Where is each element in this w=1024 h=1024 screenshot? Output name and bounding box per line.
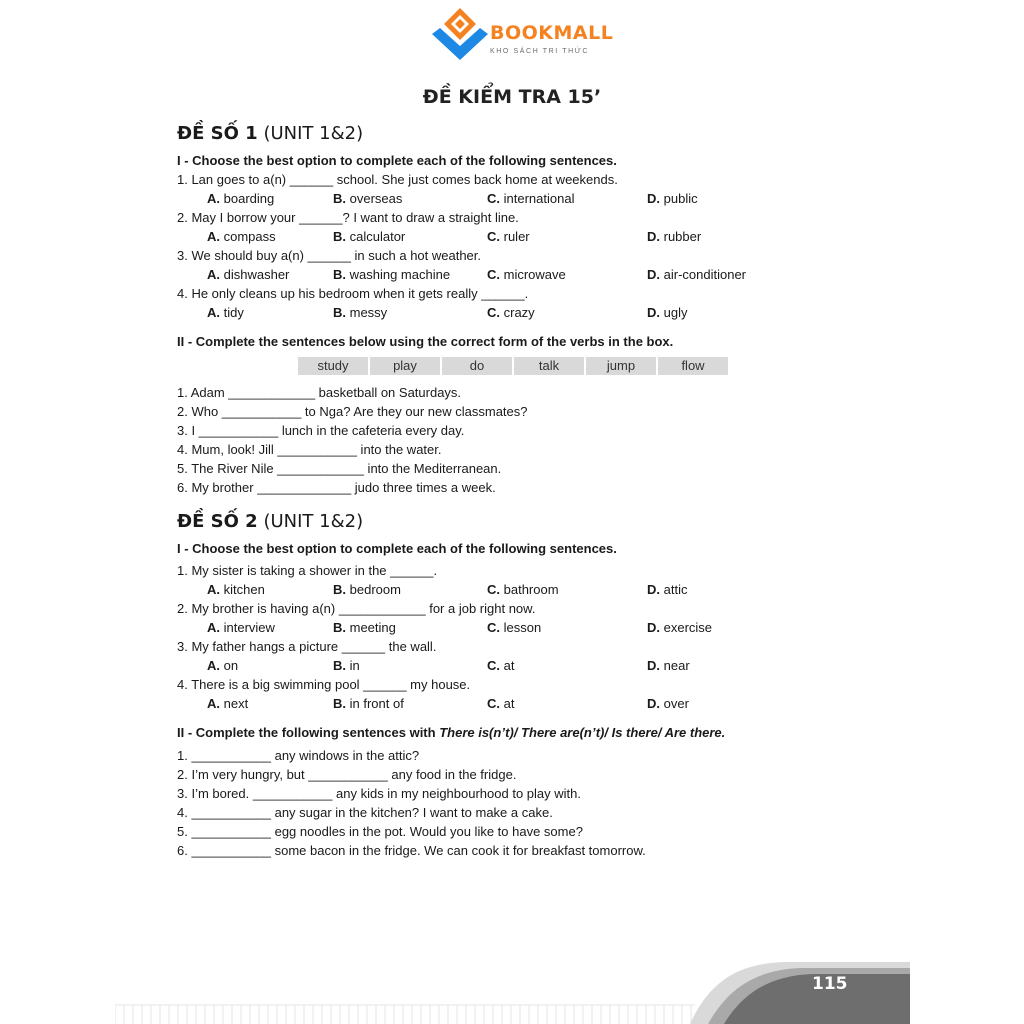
page-edge-ruler [115,1004,695,1024]
option-d[interactable]: D. attic [647,582,688,597]
question: 2. May I borrow your ______? I want to draw a straight line. [177,210,519,225]
test-2-title [177,511,817,533]
option-a[interactable]: A. tidy [207,305,244,320]
test-2-heading: ĐỀ SỐ 2 [177,511,258,532]
fill-in-sentence: 6. My brother _____________ judo three times a week. [177,480,496,495]
option-b[interactable]: B. calculator [333,229,406,244]
answer-options [177,265,817,284]
option-c[interactable]: C. at [487,696,515,711]
option-b[interactable]: B. meeting [333,620,396,635]
option-b[interactable]: B. messy [333,305,388,320]
verb-cell: study [298,357,368,375]
verb-cell: talk [514,357,584,375]
option-d[interactable]: D. near [647,658,690,673]
question: 4. There is a big swimming pool ______ my house. [177,677,471,692]
answer-options [177,694,817,713]
fill-in-sentence: 5. ___________ egg noodles in the pot. Would you like to have some? [177,824,583,839]
option-c[interactable]: C. at [487,658,515,673]
question: 2. My brother is having a(n) ____________ for a job right now. [177,601,536,616]
bookmall-logo-icon [430,4,490,68]
test-2-part2-instruction: II - Complete the following sentences with There is(n’t)/ There are(n’t)/ Is there/ Are there. [177,725,726,740]
option-a[interactable]: A. kitchen [207,582,265,597]
fill-in-sentence: 4. Mum, look! Jill ___________ into the water. [177,442,442,457]
option-a[interactable]: A. boarding [207,191,275,206]
option-b[interactable]: B. overseas [333,191,403,206]
page-title: ĐỀ KIỂM TRA 15’ [422,86,602,108]
question: 3. My father hangs a picture ______ the wall. [177,639,437,654]
test-2-unit: (UNIT 1&2) [263,511,364,532]
verb-cell: jump [586,357,656,375]
fill-in-sentence: 1. Adam ____________ basketball on Saturdays. [177,385,462,400]
answer-options [177,227,817,246]
option-a[interactable]: A. next [207,696,249,711]
test-1-part2-instruction: II - Complete the sentences below using the correct form of the verbs in the box. [177,334,674,349]
verb-cell: do [442,357,512,375]
option-a[interactable]: A. on [207,658,239,673]
option-d[interactable]: D. exercise [647,620,713,635]
logo-name: BOOKMALL [490,22,614,44]
test-1-part1-instruction: I - Choose the best option to complete each of the following sentences. [177,153,617,168]
question: 4. He only cleans up his bedroom when it gets really ______. [177,286,529,301]
option-c[interactable]: C. bathroom [487,582,559,597]
page-number-tab [690,960,910,1024]
option-c[interactable]: C. microwave [487,267,566,282]
question: 1. My sister is taking a shower in the ______. [177,563,438,578]
option-a[interactable]: A. interview [207,620,275,635]
option-d[interactable]: D. over [647,696,689,711]
option-c[interactable]: C. international [487,191,575,206]
fill-in-sentence: 1. ___________ any windows in the attic? [177,748,420,763]
bookmall-logo [430,4,614,68]
answer-options [177,303,817,322]
option-d[interactable]: D. air-conditioner [647,267,746,282]
option-c[interactable]: C. crazy [487,305,535,320]
question: 1. Lan goes to a(n) ______ school. She just comes back home at weekends. [177,172,618,187]
option-a[interactable]: A. dishwasher [207,267,290,282]
page-number: 115 [812,974,848,994]
fill-in-sentence: 6. ___________ some bacon in the fridge. We can cook it for breakfast tomorrow. [177,843,646,858]
option-b[interactable]: B. washing machine [333,267,451,282]
answer-options [177,580,817,599]
option-d[interactable]: D. public [647,191,698,206]
option-b[interactable]: B. in front of [333,696,404,711]
option-b[interactable]: B. in [333,658,360,673]
answer-options [177,189,817,208]
test-1-heading: ĐỀ SỐ 1 [177,123,258,144]
fill-in-sentence: 2. I’m very hungry, but ___________ any food in the fridge. [177,767,517,782]
option-d[interactable]: D. ugly [647,305,688,320]
logo-tagline: KHO SÁCH TRI THỨC [490,48,590,55]
test-2-part1-instruction: I - Choose the best option to complete each of the following sentences. [177,541,617,556]
verb-box [298,357,817,375]
test-1-title [177,123,817,145]
answer-options [177,618,817,637]
option-b[interactable]: B. bedroom [333,582,401,597]
fill-in-sentence: 3. I’m bored. ___________ any kids in my neighbourhood to play with. [177,786,581,801]
question: 3. We should buy a(n) ______ in such a hot weather. [177,248,482,263]
option-c[interactable]: C. ruler [487,229,530,244]
option-c[interactable]: C. lesson [487,620,542,635]
option-a[interactable]: A. compass [207,229,276,244]
verb-cell: play [370,357,440,375]
test-1-unit: (UNIT 1&2) [263,123,364,144]
fill-in-sentence: 2. Who ___________ to Nga? Are they our new classmates? [177,404,528,419]
worksheet-content [177,123,817,860]
fill-in-sentence: 5. The River Nile ____________ into the Mediterranean. [177,461,502,476]
fill-in-sentence: 4. ___________ any sugar in the kitchen? I want to make a cake. [177,805,553,820]
answer-options [177,656,817,675]
verb-cell: flow [658,357,728,375]
fill-in-sentence: 3. I ___________ lunch in the cafeteria every day. [177,423,465,438]
option-d[interactable]: D. rubber [647,229,702,244]
